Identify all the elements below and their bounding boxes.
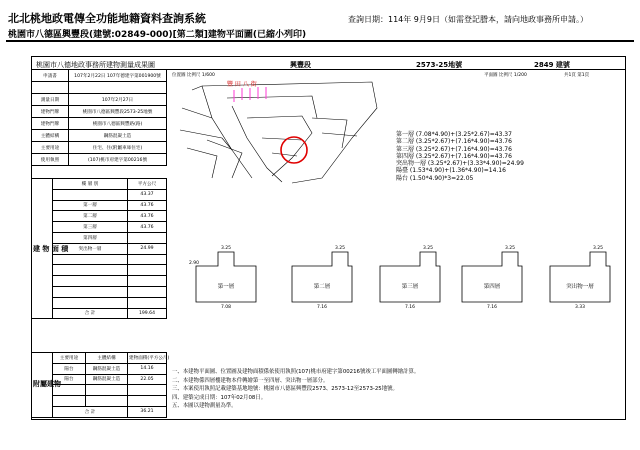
area-total-value: 199.64 xyxy=(128,308,167,319)
table-row xyxy=(32,94,167,106)
road-label: 豐 田 八 街 xyxy=(227,81,257,88)
table-row xyxy=(32,82,167,94)
floor-top-dim: 3.25 xyxy=(592,246,604,251)
area-level: 第一層 xyxy=(53,200,128,211)
table-row xyxy=(32,189,167,200)
table-row xyxy=(32,232,167,243)
attached-col-area: 建物面積(平方公尺) xyxy=(128,353,167,364)
area-col-level: 樓 層 別 xyxy=(53,179,128,190)
attached-area: 14.16 xyxy=(128,363,167,374)
table-row xyxy=(32,286,167,297)
area-col-unit: 平方公尺 xyxy=(128,179,167,190)
floor-outline xyxy=(550,252,610,302)
floor-top-dim: 3.25 xyxy=(422,246,434,251)
table-row xyxy=(32,396,167,407)
floor-bottom-dim: 3.33 xyxy=(574,305,586,310)
info-label: 主要用途 xyxy=(32,142,69,154)
notes xyxy=(172,368,419,411)
table-row xyxy=(32,142,167,154)
building-area-table xyxy=(31,178,167,319)
floor-plan-scale: 平面圖 比例尺 1/200 xyxy=(484,73,527,78)
attached-header-row xyxy=(32,353,167,364)
formula-line: 陽台 (1.50*4.90)*3=22.05 xyxy=(396,174,474,182)
formula-line: 第二層 (3.25*2.67)+(7.16*4.90)=43.76 xyxy=(396,138,512,146)
floor-label: 第二層 xyxy=(313,284,331,290)
office-title: 桃園市八德地政事務所建物測量成果圖 xyxy=(36,61,155,69)
table-row xyxy=(32,200,167,211)
area-side-text: 建 物 面 積 xyxy=(33,244,69,253)
floor-outline xyxy=(380,252,440,302)
info-label: 主體結構 xyxy=(32,130,69,142)
area-value: 43.76 xyxy=(128,211,167,222)
floor-top-dim: 3.25 xyxy=(220,246,232,251)
table-row xyxy=(32,130,167,142)
info-value: 住宅、住(附屬車庫住宅) xyxy=(69,142,167,154)
target-lot-circle xyxy=(281,137,307,163)
floor-label: 第三層 xyxy=(401,284,419,290)
note-line: 三、本案使用執照記載建築基地地號：桃園市八德區興豐段2573、2573-12至2573-25地號。 xyxy=(172,386,398,393)
floor-top-dim: 3.25 xyxy=(504,246,516,251)
attached-col-structure: 主體結構 xyxy=(86,353,128,364)
table-row xyxy=(32,254,167,265)
info-value: 107年2月27日 xyxy=(69,94,167,106)
floor-bottom-dim: 7.08 xyxy=(220,305,232,310)
area-header-row xyxy=(32,179,167,190)
document-title: 桃園市八德區興豐段(建號:02849-000)[第二類]建物平面圖(已縮小列印) xyxy=(8,30,307,40)
info-label: 建物門牌 xyxy=(32,118,69,130)
table-row xyxy=(32,222,167,233)
info-label: 申請書 xyxy=(32,70,69,82)
building-info-table xyxy=(31,69,167,166)
attached-area: 22.05 xyxy=(128,374,167,385)
table-row xyxy=(32,154,167,166)
info-label: 測量日期 xyxy=(32,94,69,106)
area-level xyxy=(53,189,128,200)
floor-label: 第一層 xyxy=(217,284,235,290)
formula-line: 第三層 (3.25*2.67)+(7.16*4.90)=43.76 xyxy=(396,145,512,153)
note-line: 一、本建物平面圖、位置圖及建物面積係依使用執照(107)桃市府建字第00216號竣工平面圖轉繪計算。 xyxy=(172,369,420,375)
floor-plan xyxy=(292,245,352,310)
attached-use: 陽台 xyxy=(53,374,86,385)
floor-bottom-dim: 7.16 xyxy=(486,305,498,310)
attached-col-use: 主要用途 xyxy=(53,353,86,364)
area-value: 43.37 xyxy=(128,189,167,200)
floor-plan xyxy=(462,245,522,310)
floor-plan xyxy=(550,245,610,310)
floor-plan xyxy=(380,245,440,310)
info-label: 建物門牌 xyxy=(32,106,69,118)
attached-building-table xyxy=(31,352,170,418)
formula-line: 突出物一層 (3.25*2.67)+(3.33*4.90)=24.99 xyxy=(396,160,524,168)
attached-total-row xyxy=(32,406,167,417)
area-value: 24.99 xyxy=(128,243,167,254)
building-number: 2849 建號 xyxy=(534,61,570,69)
attached-structure: 鋼筋混凝土造 xyxy=(86,363,128,374)
table-row xyxy=(32,363,167,374)
info-label xyxy=(32,82,69,94)
floor-plans xyxy=(188,242,624,318)
floor-plan xyxy=(189,245,256,310)
info-value: 鋼筋混凝土造 xyxy=(69,130,167,142)
table-row xyxy=(32,118,167,130)
info-value: 107年2月22日 107年德建字第001900號 xyxy=(69,70,167,82)
area-total-row xyxy=(32,308,167,319)
info-value: (107)桃市府建字第00216號 xyxy=(69,154,167,166)
page-indicator: 共1頁 第1頁 xyxy=(564,73,590,78)
floor-bottom-dim: 7.16 xyxy=(404,305,416,310)
attached-total-label: 合 計 xyxy=(53,406,128,417)
attached-total-value: 36.21 xyxy=(128,406,167,417)
table-row xyxy=(32,265,167,276)
area-level: 第三層 xyxy=(53,222,128,233)
system-title: 北北桃地政電傳全功能地籍資料查詢系統 xyxy=(8,12,206,25)
section-name: 興豐段 xyxy=(290,61,311,69)
area-level: 第二層 xyxy=(53,211,128,222)
floor-top-dim: 3.25 xyxy=(334,246,346,251)
floor-label: 突出物一層 xyxy=(566,284,594,290)
floor-outline xyxy=(462,252,522,302)
attached-structure: 鋼筋混凝土造 xyxy=(86,374,128,385)
area-side-label xyxy=(32,179,69,319)
header-divider xyxy=(6,40,634,42)
area-formulas xyxy=(396,131,524,182)
table-row xyxy=(32,276,167,287)
attached-side-label xyxy=(32,353,61,418)
site-map-scale: 位置圖 比例尺 1/600 xyxy=(172,73,215,78)
table-row xyxy=(32,106,167,118)
info-label: 使用執照 xyxy=(32,154,69,166)
query-date: 查詢日期：114年 9月9日（如需登記謄本，請向地政事務所申請。） xyxy=(348,15,588,24)
info-value xyxy=(69,82,167,94)
attached-side-text: 附屬建物 xyxy=(33,380,61,389)
note-line: 二、本建物係四層樓建物本件轉繪第一至四層、突出物一層部分。 xyxy=(172,377,329,384)
area-level: 突出物一層 xyxy=(53,243,128,254)
floor-outline xyxy=(196,252,256,302)
lot-number: 2573-25地號 xyxy=(416,61,463,69)
area-level: 第四層 xyxy=(53,232,128,243)
note-line: 四、建築完成日期：107年02月08日。 xyxy=(172,394,267,401)
info-value: 桃園市八德區興豐路(路) xyxy=(69,118,167,130)
table-row xyxy=(32,297,167,308)
area-total-label: 合 計 xyxy=(53,308,128,319)
table-row xyxy=(32,211,167,222)
table-row xyxy=(32,70,167,82)
floor-outline xyxy=(292,252,352,302)
attached-use: 陽台 xyxy=(53,363,86,374)
formula-line: 第一層 (7.08*4.90)+(3.25*2.67)=43.37 xyxy=(396,131,512,138)
note-line: 五、本圖以建物測量為準。 xyxy=(172,403,237,410)
area-value: 43.76 xyxy=(128,222,167,233)
site-location-map xyxy=(172,78,392,188)
floor-label: 第四層 xyxy=(483,284,501,290)
floor-bottom-dim: 7.16 xyxy=(316,305,328,310)
info-value: 桃園市八德區興豐段2573-25地號 xyxy=(69,106,167,118)
formula-line: 陽臺 (1.53*4.90)+(1.36*4.90)=14.16 xyxy=(396,167,506,175)
area-value xyxy=(128,232,167,243)
formula-line: 第四層 (3.25*2.67)+(7.16*4.90)=43.76 xyxy=(396,152,512,160)
floor-left-dim: 2.90 xyxy=(188,261,200,266)
area-value: 43.76 xyxy=(128,200,167,211)
